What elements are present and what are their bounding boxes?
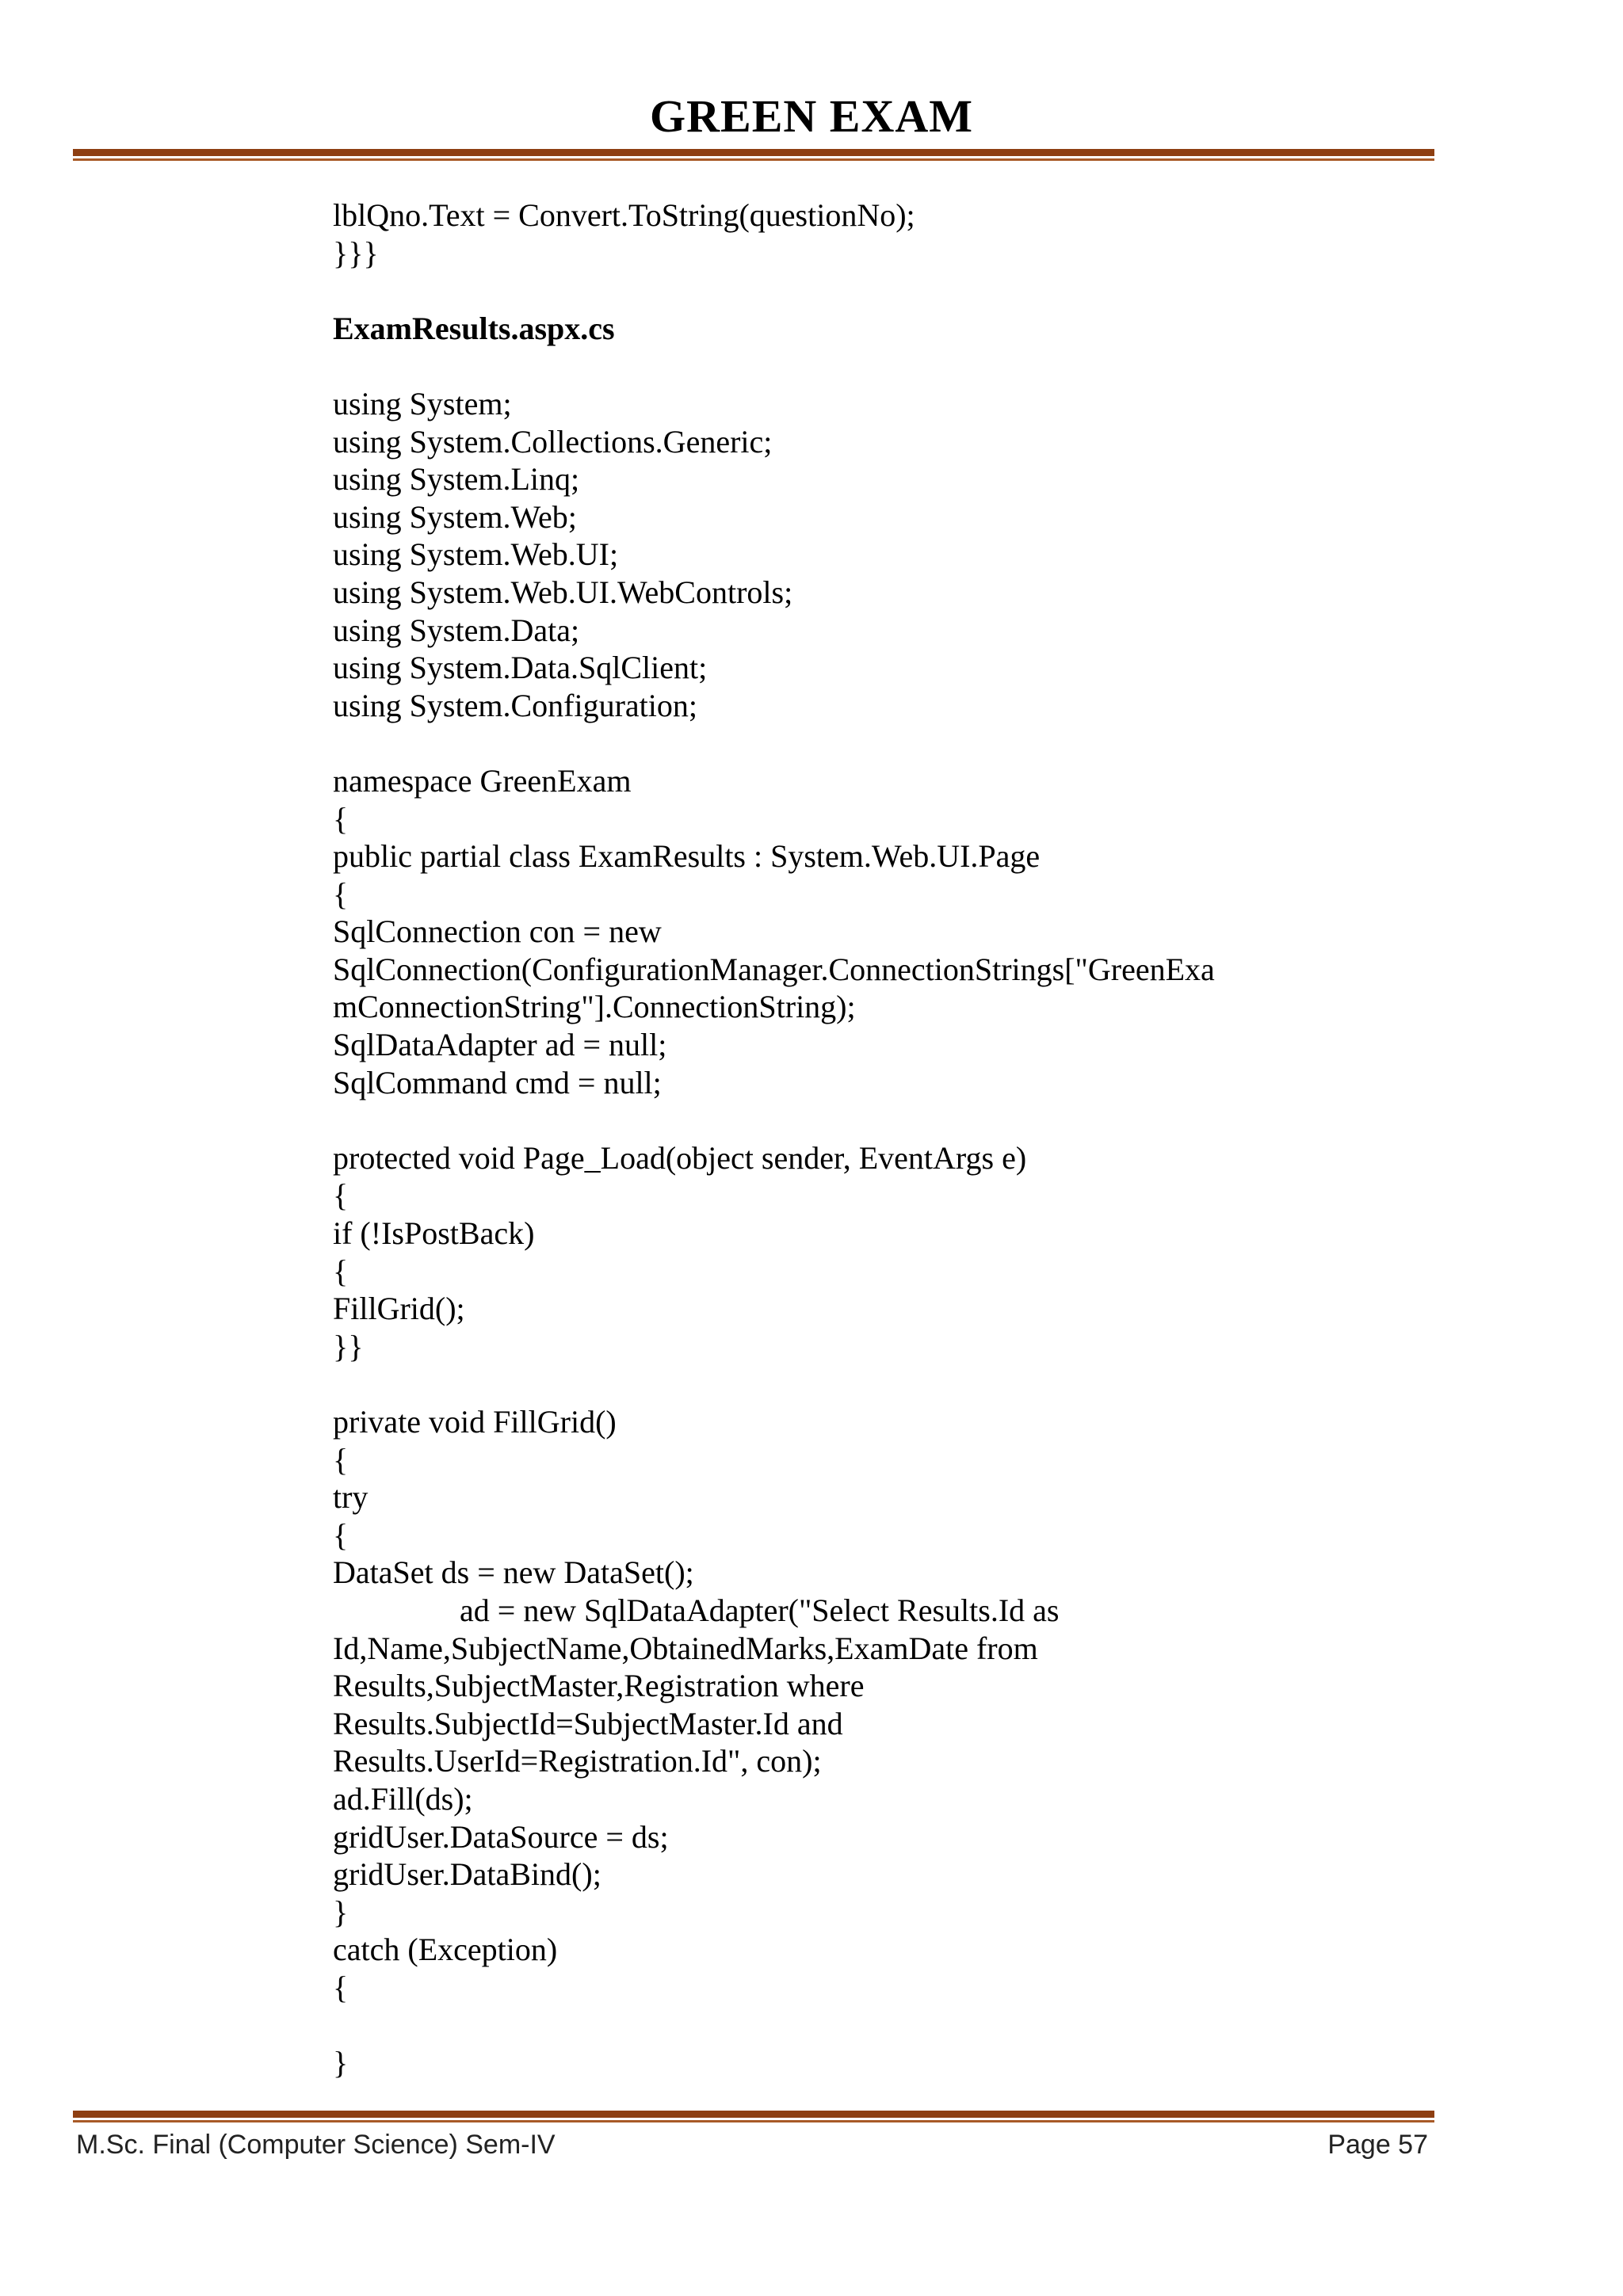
code-line: using System.Configuration; [333, 687, 697, 723]
code-line: { [333, 875, 349, 912]
code-line: SqlConnection(ConfigurationManager.ConnectionStrings["GreenExa [333, 951, 1215, 987]
footer-divider [73, 2111, 1434, 2122]
code-line: { [333, 1516, 349, 1553]
code-listing [333, 196, 1411, 2082]
code-line: ad.Fill(ds); [333, 1780, 473, 1817]
code-line [333, 1365, 1411, 1403]
code-line: { [333, 1177, 349, 1214]
footer-course-label: M.Sc. Final (Computer Science) Sem-IV [76, 2130, 556, 2160]
code-line: if (!IsPostBack) [333, 1215, 535, 1252]
code-line: private void FillGrid() [333, 1404, 617, 1440]
code-line: DataSet ds = new DataSet(); [333, 1554, 694, 1591]
code-line: { [333, 1253, 349, 1289]
code-line: }}} [333, 235, 379, 271]
code-line [333, 2007, 1411, 2045]
code-line: using System.Web.UI.WebControls; [333, 574, 793, 610]
code-line: Results.SubjectId=SubjectMaster.Id and [333, 1705, 843, 1741]
code-line [333, 724, 1411, 762]
code-line: Id,Name,SubjectName,ObtainedMarks,ExamDate from [333, 1630, 1038, 1666]
code-line: } [333, 1894, 349, 1930]
code-line: { [333, 1441, 349, 1478]
code-line [333, 272, 1411, 310]
code-line: SqlDataAdapter ad = null; [333, 1027, 667, 1063]
code-line: using System.Web; [333, 498, 577, 535]
code-line: gridUser.DataSource = ds; [333, 1818, 669, 1855]
code-line: Results.UserId=Registration.Id", con); [333, 1743, 822, 1779]
file-heading: ExamResults.aspx.cs [333, 310, 615, 346]
code-line: using System.Linq; [333, 461, 580, 498]
code-line [333, 347, 1411, 385]
code-line: } [333, 2045, 349, 2081]
code-line: namespace GreenExam [333, 762, 632, 799]
code-line: SqlConnection con = new [333, 913, 662, 950]
footer-page-number: Page 57 [1327, 2130, 1428, 2160]
code-line: public partial class ExamResults : System.Web.UI.Page [333, 838, 1041, 875]
code-line: ad = new SqlDataAdapter("Select Results.Id as [333, 1592, 1060, 1628]
code-line: { [333, 1969, 349, 2005]
page-header-title: GREEN EXAM [650, 90, 973, 142]
code-line: Results,SubjectMaster,Registration where [333, 1668, 865, 1704]
code-line: try [333, 1479, 369, 1516]
code-line: protected void Page_Load(object sender, EventArgs e) [333, 1139, 1027, 1176]
code-line: }} [333, 1328, 364, 1364]
code-line: using System.Data; [333, 612, 580, 648]
code-line: using System.Collections.Generic; [333, 423, 773, 460]
code-line: { [333, 800, 349, 837]
code-line: mConnectionString"].ConnectionString); [333, 989, 856, 1025]
code-line: catch (Exception) [333, 1932, 558, 1968]
code-line: using System.Web.UI; [333, 536, 619, 573]
code-line: FillGrid(); [333, 1291, 465, 1327]
code-line: using System; [333, 385, 512, 421]
code-line: SqlCommand cmd = null; [333, 1064, 662, 1100]
code-line: using System.Data.SqlClient; [333, 650, 708, 686]
code-line [333, 1101, 1411, 1139]
code-line: lblQno.Text = Convert.ToString(questionNo); [333, 197, 915, 233]
header-divider [73, 149, 1434, 161]
code-line: gridUser.DataBind(); [333, 1856, 601, 1893]
